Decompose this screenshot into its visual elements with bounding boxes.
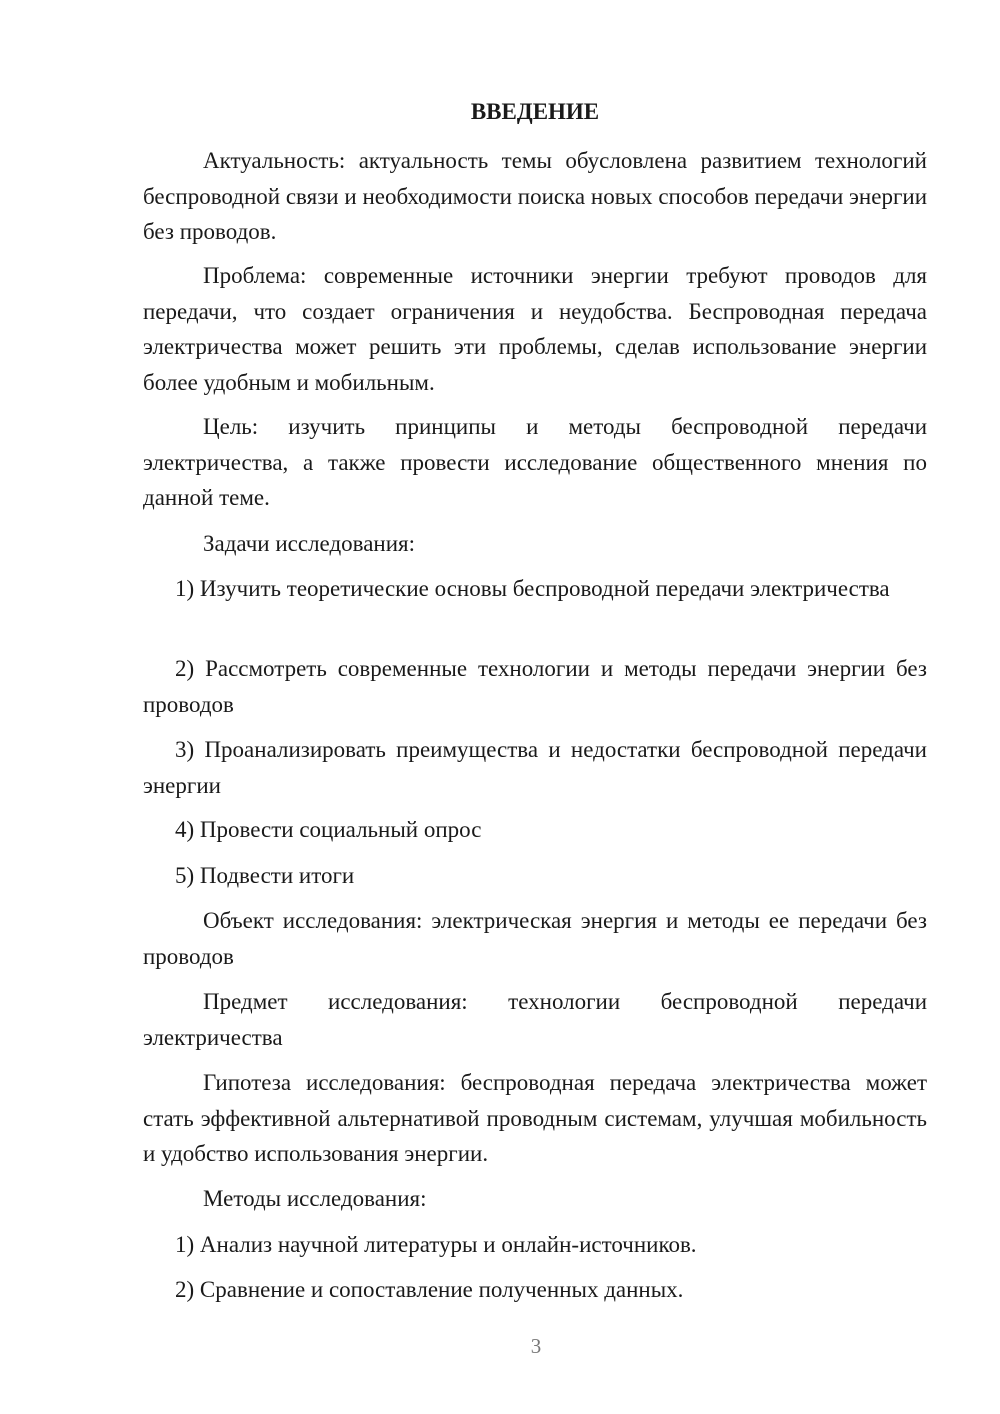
hypothesis-paragraph: Гипотеза исследования: беспроводная передача электричества может стать эффективной альтернативой проводным системам, улучшая мобильность и удобство использования энергии.: [143, 1070, 927, 1166]
goal-paragraph: Цель: изучить принципы и методы беспроводной передачи электричества, а также провести исследование общественного мнения по данной теме.: [143, 414, 927, 510]
problem-paragraph: Проблема: современные источники энергии требуют проводов для передачи, что создает ограничения и неудобства. Беспроводная передача электричества может решить эти проблемы, сделав использование энергии более удобным и мобильным.: [143, 263, 927, 395]
object-paragraph: Объект исследования: электрическая энергия и методы ее передачи без проводов: [143, 908, 927, 969]
method-item-2: 2) Сравнение и сопоставление полученных данных.: [175, 1277, 684, 1302]
tasks-heading: Задачи исследования:: [203, 531, 416, 556]
task-item-4: 4) Провести социальный опрос: [175, 817, 482, 842]
page-number: 3: [530, 1334, 542, 1358]
relevance-paragraph: Актуальность: актуальность темы обусловлена развитием технологий беспроводной связи и необходимости поиска новых способов передачи энергии без проводов.: [143, 148, 927, 244]
section-title: ВВЕДЕНИЕ: [470, 99, 600, 124]
task-item-2: 2) Рассмотреть современные технологии и методы передачи энергии без проводов: [143, 656, 927, 717]
methods-heading: Методы исследования:: [203, 1186, 427, 1211]
task-item-3: 3) Проанализировать преимущества и недостатки беспроводной передачи энергии: [143, 737, 927, 798]
task-item-1: 1) Изучить теоретические основы беспроводной передачи электричества: [175, 576, 890, 601]
method-item-1: 1) Анализ научной литературы и онлайн-источников.: [175, 1232, 697, 1257]
task-item-5: 5) Подвести итоги: [175, 863, 355, 888]
subject-paragraph: Предмет исследования: технологии беспроводной передачи электричества: [143, 989, 927, 1050]
